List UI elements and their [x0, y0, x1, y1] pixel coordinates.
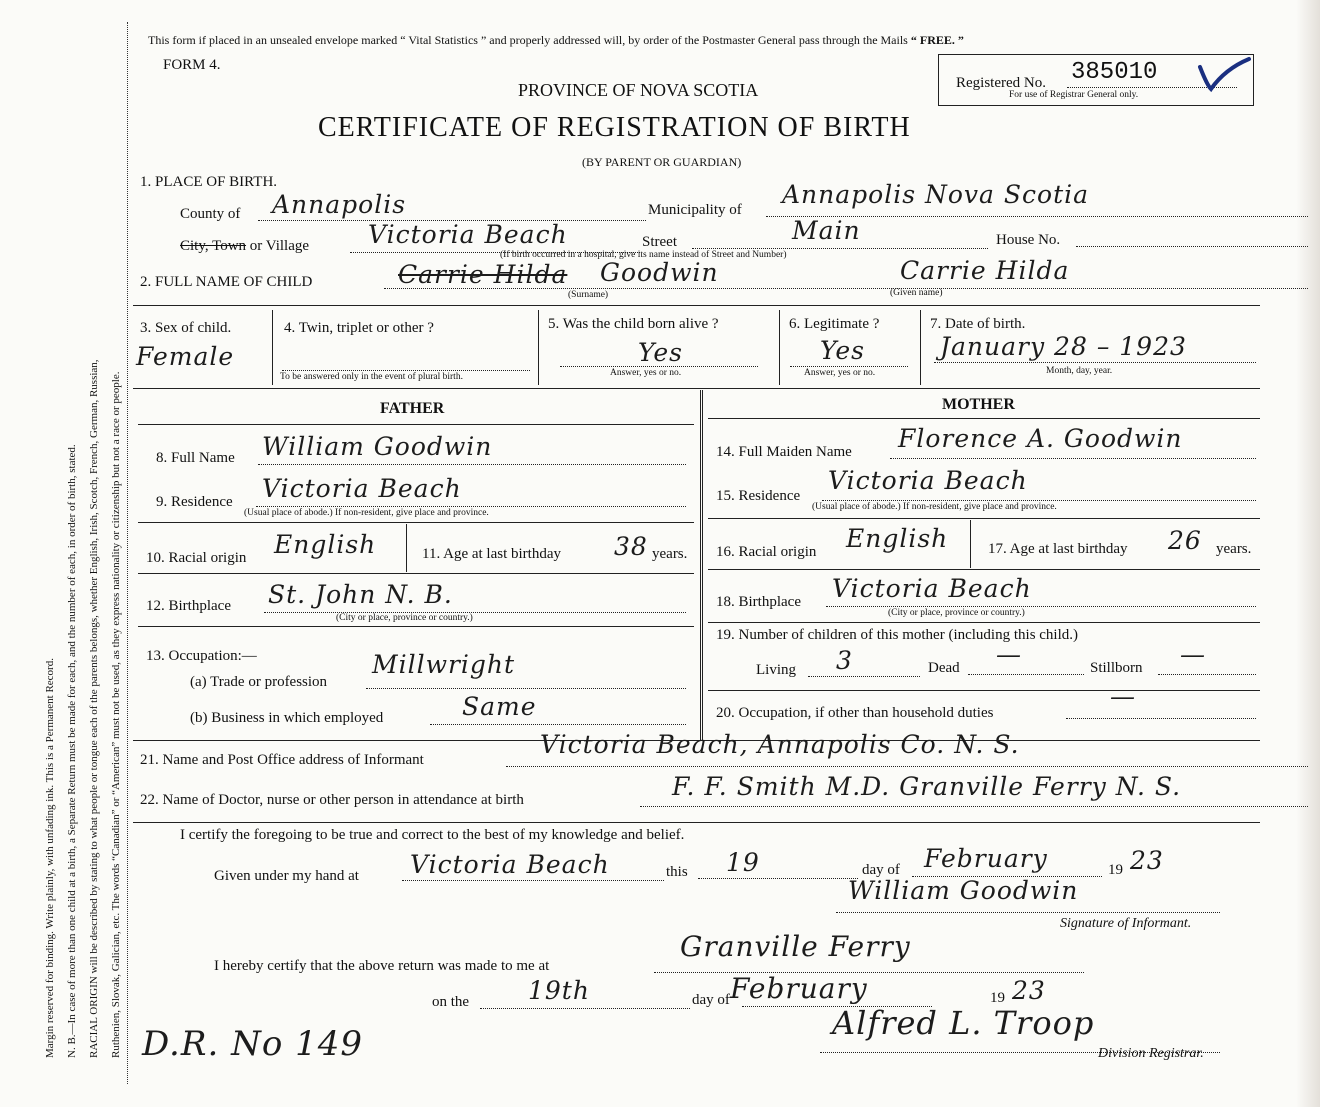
- day-value: 19: [726, 848, 760, 877]
- mother-race-label: 16. Racial origin: [716, 544, 817, 560]
- postal-notice: [148, 33, 964, 48]
- month-value: February: [924, 844, 1048, 873]
- paper-edge: [1296, 0, 1320, 1107]
- birth-date-note: Month, day, year.: [1046, 366, 1113, 376]
- hospital-note: (If birth occurred in a hospital, give its name instead of Street and Number): [500, 250, 787, 260]
- mother-residence-line: [822, 500, 1256, 501]
- father-birthplace-label: 12. Birthplace: [146, 598, 231, 614]
- doctor-value: F. F. Smith M.D. Granville Ferry N. S.: [672, 772, 1182, 801]
- registration-label: Registered No.: [956, 75, 1046, 91]
- mother-race-value: English: [846, 524, 949, 553]
- mother-birthplace-label: 18. Birthplace: [716, 594, 801, 610]
- child-name-label: 2. FULL NAME OF CHILD: [140, 274, 313, 290]
- born-alive-value: Yes: [638, 338, 683, 367]
- margin-note-nb: N. B.—In case of more than one child at a birth, a Separate Return must be made for each, and the number of each, in order of birth, stated.: [66, 444, 78, 1058]
- document-title: CERTIFICATE OF REGISTRATION OF BIRTH: [318, 112, 911, 143]
- registrar-statement: I hereby certify that the above return was made to me at: [214, 958, 550, 974]
- registrar-place-line: [654, 972, 1084, 973]
- city-label: [180, 238, 309, 255]
- father-age-unit: years.: [652, 546, 688, 562]
- birth-date-line: [934, 362, 1256, 363]
- mother-rule-a: [708, 518, 1260, 519]
- informant-signature-caption: Signature of Informant.: [1060, 916, 1192, 931]
- province-name: PROVINCE OF NOVA SCOTIA: [518, 80, 759, 100]
- twin-note: To be answered only in the event of plural birth.: [280, 372, 463, 382]
- margin-note-racial-2: Ruthenien, Slovak, Galician, etc. The words “Canadian” or “American” must not be used, as they express nationality or citizenship but not a race or people.: [110, 371, 122, 1058]
- mother-rule-b: [708, 569, 1260, 570]
- certification-statement: I certify the foregoing to be true and correct to the best of my knowledge and belief.: [180, 827, 685, 843]
- living-label: Living: [756, 662, 796, 678]
- living-value: 3: [836, 646, 853, 675]
- street-value: Main: [792, 216, 861, 245]
- father-trade-value: Millwright: [372, 650, 516, 679]
- place-of-birth-heading: 1. PLACE OF BIRTH.: [140, 174, 278, 190]
- given-under-label: Given under my hand at: [214, 868, 359, 884]
- father-name-value: William Goodwin: [262, 432, 493, 461]
- stillborn-label: Stillborn: [1090, 660, 1143, 676]
- mother-occupation-label: 20. Occupation, if other than household duties: [716, 705, 994, 721]
- mother-race-divider: [970, 520, 971, 568]
- birth-date-label: 7. Date of birth.: [930, 316, 1026, 332]
- registrar-year-suffix: 23: [1012, 976, 1046, 1005]
- document-subtitle: (BY PARENT OR GUARDIAN): [582, 155, 742, 169]
- registrar-place-value: Granville Ferry: [680, 930, 911, 963]
- father-residence-note: (Usual place of abode.) If non-resident, give place and province.: [244, 508, 489, 518]
- row-top-rule: [133, 305, 1260, 306]
- father-race-divider: [406, 524, 407, 572]
- street-line: [692, 248, 988, 249]
- living-line: [808, 676, 920, 677]
- sex-label: 3. Sex of child.: [140, 320, 232, 336]
- registrar-month-value: February: [730, 972, 868, 1005]
- informant-signature: William Goodwin: [848, 876, 1079, 905]
- municipality-value: Annapolis Nova Scotia: [782, 180, 1090, 209]
- father-birthplace-note: (City or place, province or country.): [336, 613, 473, 623]
- child-name-struck: Carrie Hilda: [398, 260, 568, 289]
- informant-signature-line: [836, 912, 1220, 913]
- father-birthplace-value: St. John N. B.: [268, 580, 453, 609]
- mother-birthplace-line: [826, 606, 1256, 607]
- check-mark-icon: [1195, 55, 1255, 95]
- sex-value: Female: [136, 342, 235, 371]
- child-surname-value: Goodwin: [600, 258, 719, 287]
- mother-name-line: [890, 458, 1256, 459]
- legitimate-value: Yes: [820, 336, 865, 365]
- child-given-value: Carrie Hilda: [900, 256, 1070, 285]
- legitimate-line: [790, 366, 908, 367]
- father-rule-c: [138, 626, 694, 627]
- dead-label: Dead: [928, 660, 960, 676]
- father-name-line: [258, 464, 686, 465]
- father-heading-rule: [138, 424, 694, 425]
- parents-divider: [700, 390, 703, 740]
- father-heading: FATHER: [380, 400, 445, 417]
- house-number-label: House No.: [996, 232, 1061, 248]
- mother-birthplace-value: Victoria Beach: [832, 574, 1032, 603]
- father-age-value: 38: [614, 532, 648, 561]
- mother-age-value: 26: [1168, 526, 1202, 555]
- father-business-line: [430, 724, 686, 725]
- city-label-struck: City, Town: [180, 238, 247, 254]
- margin-note-racial-1: RACIAL ORIGIN will be described by stating to what people or tongue each of the parents belongs, whether English, Irish, Scotch, French, German, Russian,: [88, 359, 100, 1058]
- father-age-label: 11. Age at last birthday: [422, 546, 561, 562]
- given-place-value: Victoria Beach: [410, 850, 610, 879]
- given-name-caption: (Given name): [890, 288, 943, 298]
- city-label-text: or Village: [249, 238, 310, 254]
- registrar-day-value: 19th: [528, 976, 590, 1005]
- form-number: FORM 4.: [163, 57, 221, 73]
- col-divider-1: [272, 310, 273, 385]
- year-suffix: 23: [1130, 846, 1164, 875]
- mother-occupation-value: —: [1110, 682, 1136, 711]
- day-of-label: day of: [862, 862, 900, 878]
- informant-line: [506, 766, 1308, 767]
- margin-note-binding: Margin reserved for binding. Write plainly, with unfading ink. This is a Permanent Record.: [44, 658, 56, 1058]
- father-rule-a: [138, 522, 694, 523]
- father-trade-line: [366, 688, 686, 689]
- born-alive-label: 5. Was the child born alive ?: [548, 316, 719, 332]
- col-divider-2: [538, 310, 539, 385]
- father-race-value: English: [274, 530, 377, 559]
- division-stamp: D.R. No 149: [142, 1024, 363, 1064]
- dead-line: [968, 674, 1084, 675]
- registration-number: 385010: [1071, 59, 1158, 86]
- mother-occupation-line: [1066, 718, 1256, 719]
- mother-residence-value: Victoria Beach: [828, 466, 1028, 495]
- mother-heading: MOTHER: [942, 396, 1015, 413]
- city-value: Victoria Beach: [368, 220, 568, 249]
- margin-rule: [127, 22, 128, 1084]
- father-birthplace-line: [264, 612, 686, 613]
- twin-line: [282, 370, 530, 371]
- street-label: Street: [642, 234, 677, 250]
- mother-birthplace-note: (City or place, province or country.): [888, 608, 1025, 618]
- children-count-label: 19. Number of children of this mother (including this child.): [716, 627, 1079, 643]
- informant-value: Victoria Beach, Annapolis Co. N. S.: [540, 730, 1020, 759]
- doctor-label: 22. Name of Doctor, nurse or other person in attendance at birth: [140, 792, 524, 808]
- mother-rule-c: [708, 622, 1260, 623]
- stillborn-value: —: [1180, 640, 1206, 669]
- dead-value: —: [996, 640, 1022, 669]
- surname-caption: (Surname): [568, 290, 609, 300]
- stillborn-line: [1158, 674, 1256, 675]
- mother-age-unit: years.: [1216, 541, 1252, 557]
- father-business-label: (b) Business in which employed: [190, 710, 384, 726]
- mother-residence-label: 15. Residence: [716, 488, 801, 504]
- county-label: County of: [180, 206, 241, 222]
- father-residence-label: 9. Residence: [156, 494, 233, 510]
- day-line: [698, 878, 858, 879]
- twin-label: 4. Twin, triplet or other ?: [284, 320, 434, 336]
- col-divider-3: [779, 310, 780, 385]
- postal-notice-free: “ FREE. ”: [910, 33, 964, 47]
- mother-name-value: Florence A. Goodwin: [898, 424, 1183, 453]
- on-the-label: on the: [432, 994, 470, 1010]
- certification-rule: [133, 822, 1260, 823]
- doctor-line: [640, 806, 1308, 807]
- registrar-day-of-label: day of: [692, 992, 730, 1008]
- col-divider-4: [920, 310, 921, 385]
- registrar-caption: Division Registrar.: [1098, 1046, 1204, 1061]
- father-trade-label: (a) Trade or profession: [190, 674, 328, 690]
- mother-heading-rule: [708, 418, 1260, 419]
- legitimate-label: 6. Legitimate ?: [789, 316, 880, 332]
- registrar-signature: Alfred L. Troop: [832, 1004, 1095, 1042]
- house-number-line: [1076, 246, 1308, 247]
- mother-rule-d: [708, 690, 1260, 691]
- born-alive-note: Answer, yes or no.: [610, 368, 682, 378]
- father-occupation-label: 13. Occupation:—: [146, 648, 257, 664]
- birth-date-value: January 28 – 1923: [940, 332, 1187, 361]
- registrar-day-line: [480, 1008, 690, 1009]
- mother-name-label: 14. Full Maiden Name: [716, 444, 852, 460]
- registrar-year-prefix: 19: [990, 990, 1005, 1006]
- legitimate-note: Answer, yes or no.: [804, 368, 876, 378]
- father-residence-value: Victoria Beach: [262, 474, 462, 503]
- year-prefix: 19: [1108, 862, 1123, 878]
- given-place-line: [402, 880, 664, 881]
- postal-notice-text: This form if placed in an unsealed envelope marked “ Vital Statistics ” and properly addressed will, by order of the Postmaster General pass through the Mails: [148, 33, 908, 47]
- municipality-label: Municipality of: [648, 202, 742, 218]
- father-name-label: 8. Full Name: [156, 450, 235, 466]
- father-rule-b: [138, 573, 694, 574]
- father-race-label: 10. Racial origin: [146, 550, 247, 566]
- father-business-value: Same: [462, 692, 537, 721]
- father-residence-line: [256, 506, 686, 507]
- informant-label: 21. Name and Post Office address of Informant: [140, 752, 424, 768]
- county-value: Annapolis: [272, 190, 407, 219]
- mother-age-label: 17. Age at last birthday: [988, 541, 1128, 557]
- registration-note: For use of Registrar General only.: [1009, 90, 1139, 100]
- parents-top-rule: [133, 388, 1260, 389]
- this-label: this: [666, 864, 688, 880]
- mother-residence-note: (Usual place of abode.) If non-resident, give place and province.: [812, 502, 1057, 512]
